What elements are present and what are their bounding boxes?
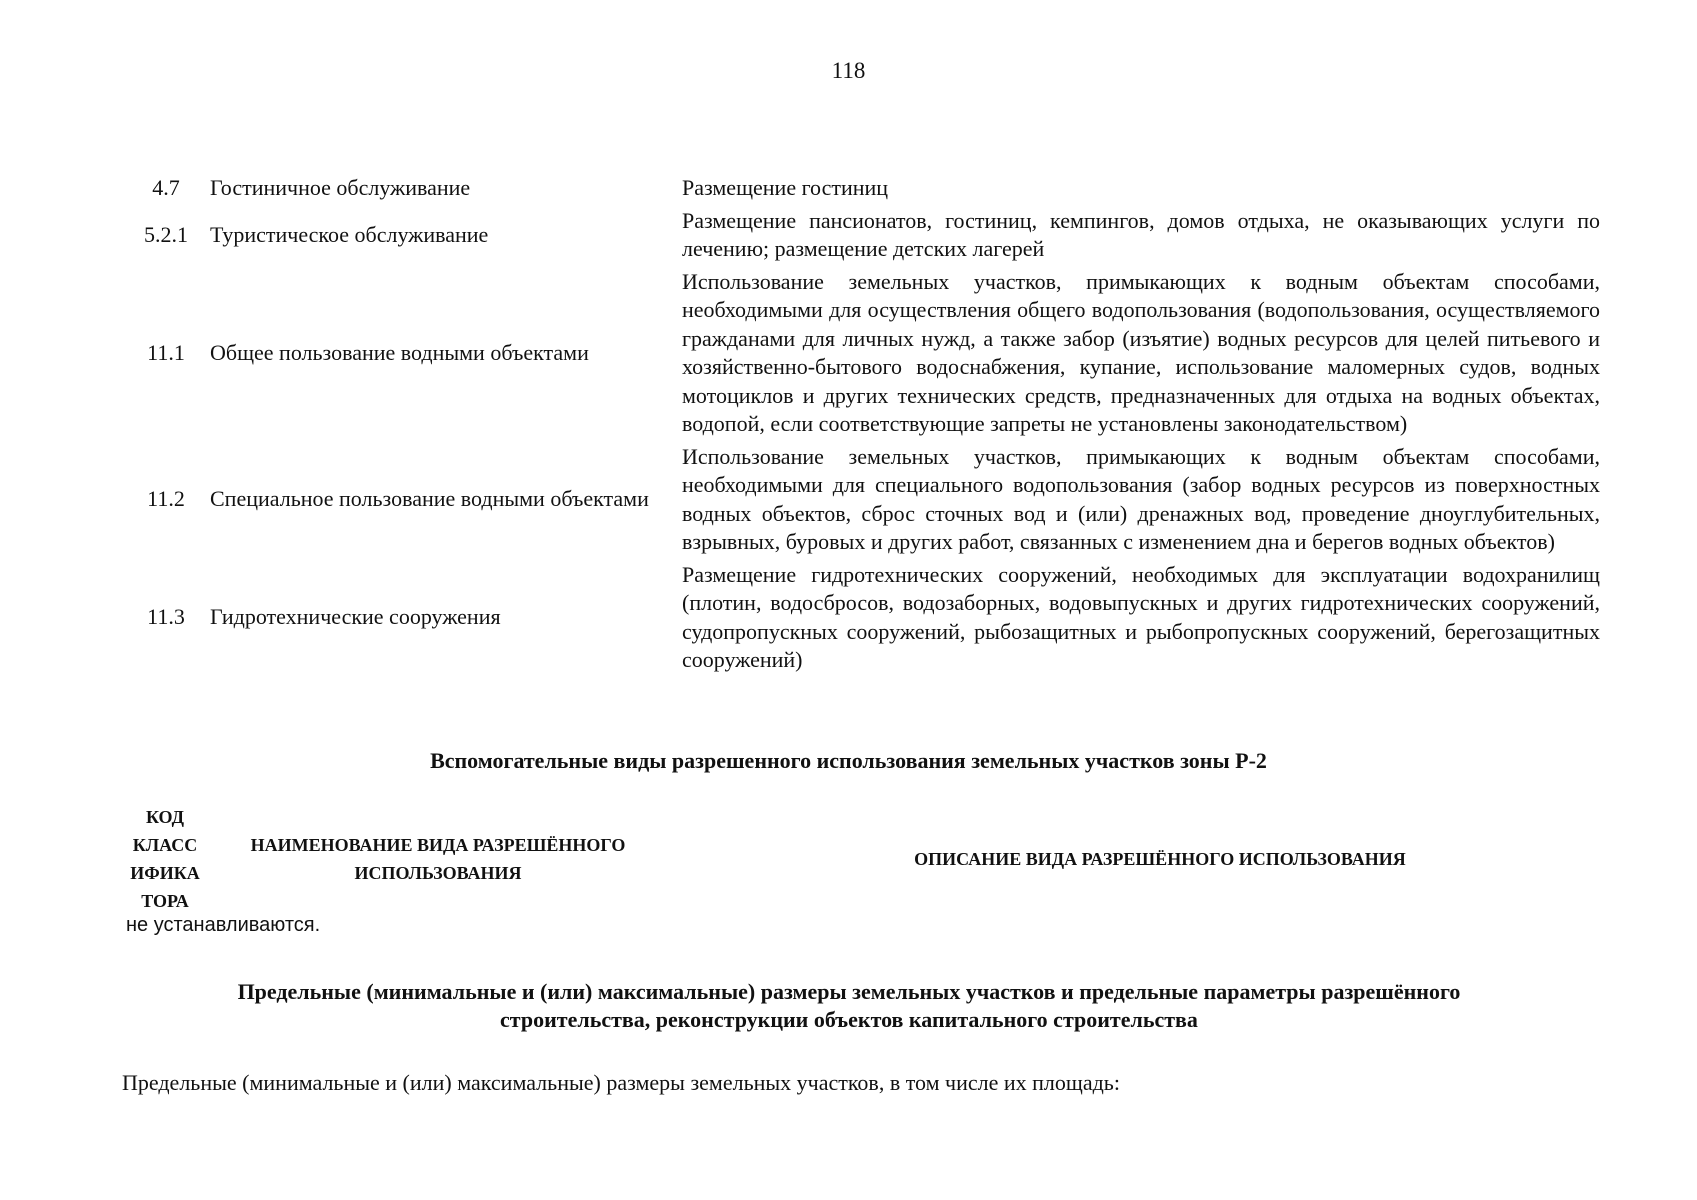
auxiliary-note: не устанавливаются. [126, 914, 321, 936]
table-row [122, 561, 1600, 679]
table-row [122, 174, 1600, 207]
header-code: КОД КЛАСС ИФИКА ТОРА [130, 807, 200, 911]
use-name: Гидротехнические сооружения [210, 604, 501, 630]
use-description: Размещение гидротехнических сооружений, необходимых для эксплуатации водохранилищ (плотин, водосбросов, водозаборных, водовыпускных и других гидротехнических сооружений, судопропускных сооружений, рыбозащитных и рыбопропускных сооружений, берегозащитных сооружений) [682, 561, 1600, 672]
limits-title: Предельные (минимальные и (или) максимальные) размеры земельных участков и предельные параметры разрешённого строительства, реконструкции объектов капитального строительства [237, 979, 1461, 1032]
auxiliary-uses-title: Вспомогательные виды разрешенного использования земельных участков зоны Р-2 [430, 748, 1267, 773]
table-row [122, 443, 1600, 561]
use-name: Общее пользование водными объектами [210, 339, 589, 365]
use-description: Размещение пансионатов, гостиниц, кемпингов, домов отдыха, не оказывающих услуги по лечению; размещение детских лагерей [682, 207, 1600, 261]
use-code: 11.1 [147, 339, 185, 365]
use-code: 11.3 [147, 604, 185, 630]
limits-lead: Предельные (минимальные и (или) максимальные) размеры земельных участков, в том числе их площадь: [122, 1070, 1120, 1095]
use-name: Специальное пользование водными объектами [210, 486, 649, 512]
use-description: Использование земельных участков, примыкающих к водным объектам способами, необходимыми для осуществления общего водопользования (водопользования, осуществляемого гражданами для личных нужд, а также забор (изъятие) водных ресурсов для целей питьевого и хозяйственно-бытового водоснабжения, купание, использование маломерных судов, водных мотоциклов и других технических средств, предназначенных для отдыха на водных объектах, водопой, если соответствующие запреты не установлены законодательством) [682, 268, 1600, 436]
use-description: Использование земельных участков, примыкающих к водным объектам способами, необходимыми для специального водопользования (забор водных ресурсов из поверхностных водных объектов, сброс сточных вод и (или) дренажных вод, проведение дноуглубительных, взрывных, буровых и других работ, связанных с изменением дна и берегов водных объектов) [682, 443, 1600, 554]
use-code: 4.7 [152, 175, 180, 200]
page-number: 118 [831, 58, 866, 83]
use-code: 11.2 [147, 486, 185, 512]
main-uses-table [122, 174, 1600, 679]
table-row [122, 207, 1600, 268]
table-row [122, 268, 1600, 443]
use-name: Гостиничное обслуживание [210, 175, 471, 200]
header-name: НАИМЕНОВАНИЕ ВИДА РАЗРЕШЁННОГО ИСПОЛЬЗОВАНИЯ [250, 835, 626, 883]
use-code: 5.2.1 [144, 221, 188, 247]
use-description: Размещение гостиниц [682, 175, 889, 200]
use-name: Туристическое обслуживание [210, 221, 489, 247]
header-description: ОПИСАНИЕ ВИДА РАЗРЕШЁННОГО ИСПОЛЬЗОВАНИЯ [914, 849, 1406, 869]
